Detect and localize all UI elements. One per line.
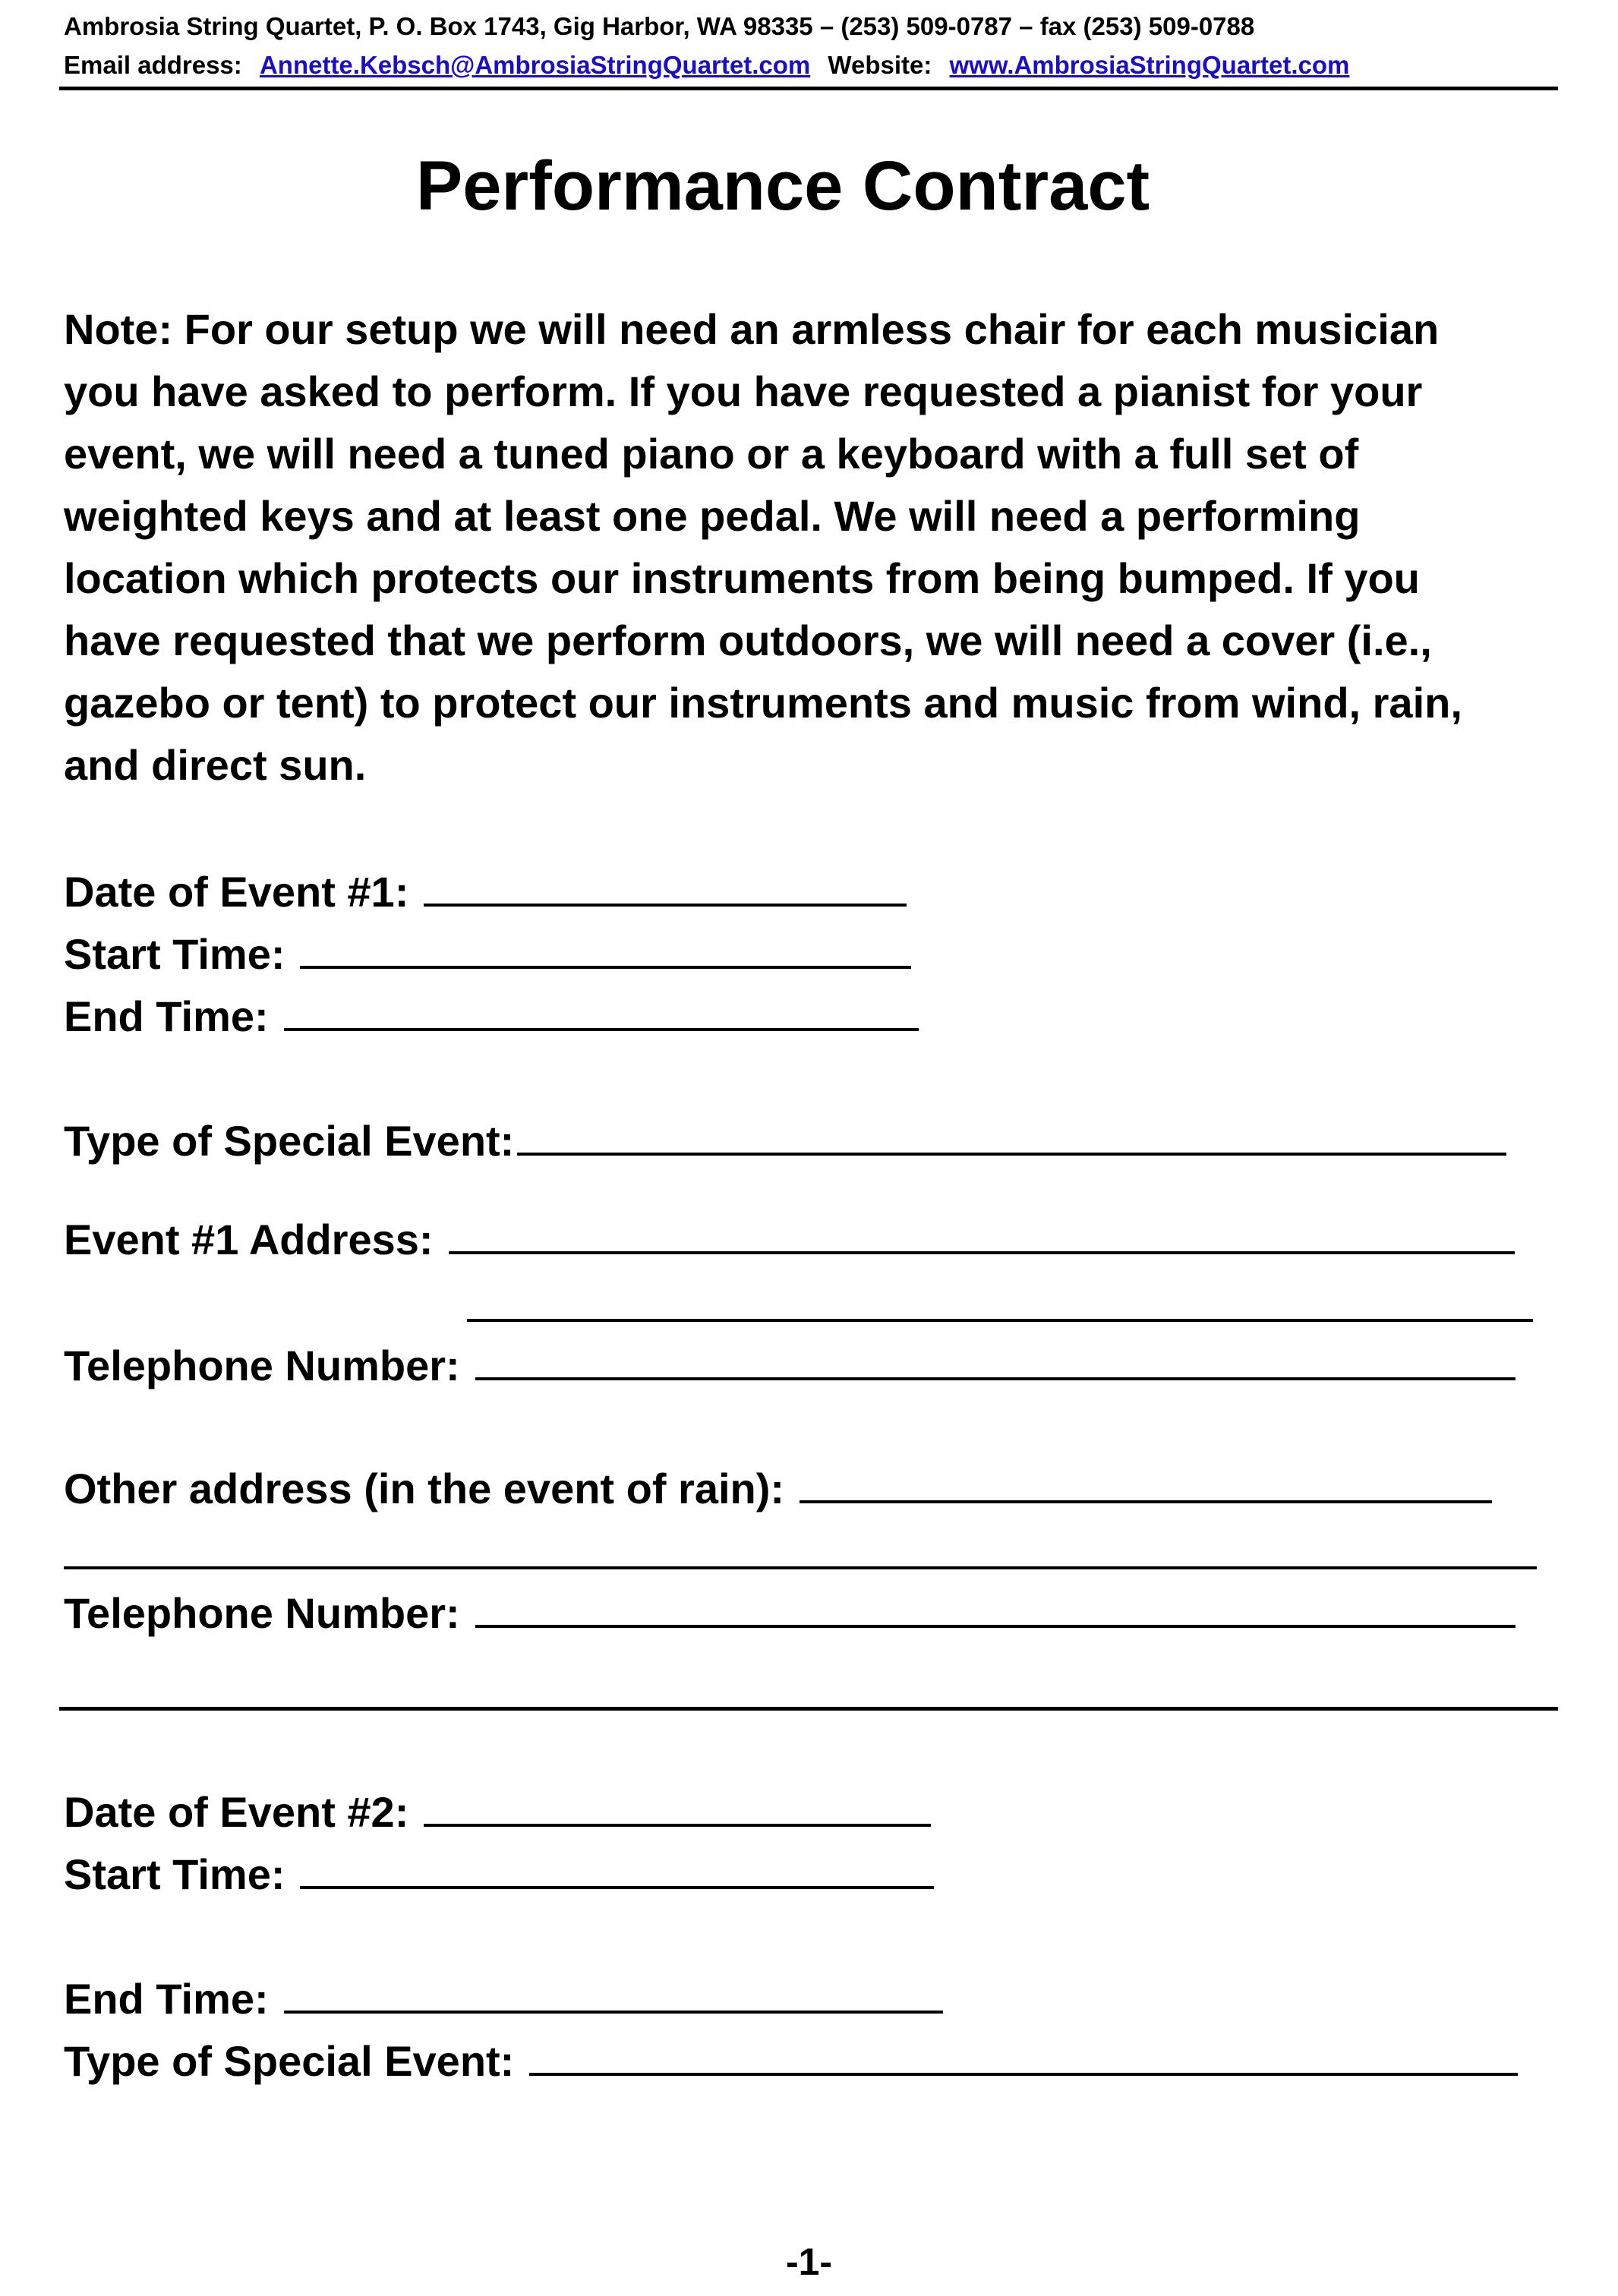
event2-date-label: Date of Event #2: xyxy=(64,1788,409,1836)
setup-note xyxy=(64,298,1575,796)
event2-type-field[interactable] xyxy=(64,2026,1518,2093)
note-line: weighted keys and at least one pedal. We will need a performing xyxy=(64,492,1361,540)
page-number: -1- xyxy=(785,2241,833,2283)
event2-start-label: Start Time: xyxy=(64,1850,285,1898)
section-divider xyxy=(59,1707,1558,1711)
event1-type-field[interactable] xyxy=(64,1105,1506,1172)
event1-rain-phone-label: Telephone Number: xyxy=(64,1589,460,1637)
event1-start-blank[interactable] xyxy=(300,919,911,969)
event1-date-label: Date of Event #1: xyxy=(64,868,409,916)
event1-address-blank[interactable] xyxy=(449,1204,1515,1254)
note-line: you have asked to perform. If you have requested a pianist for your xyxy=(64,367,1423,415)
event1-type-label: Type of Special Event: xyxy=(64,1117,515,1165)
event1-address-label: Event #1 Address: xyxy=(64,1216,434,1263)
event1-rain-phone-field[interactable] xyxy=(64,1578,1515,1645)
note-line: and direct sun. xyxy=(64,741,367,789)
event2-type-label: Type of Special Event: xyxy=(64,2037,515,2085)
event1-rain-phone-blank[interactable] xyxy=(475,1578,1515,1628)
event1-type-blank[interactable] xyxy=(517,1105,1506,1156)
event1-phone-field[interactable] xyxy=(64,1330,1515,1397)
event1-address-field[interactable] xyxy=(64,1204,1515,1271)
event1-rain-address-blank-2[interactable] xyxy=(64,1566,1537,1569)
event2-type-blank[interactable] xyxy=(529,2026,1518,2076)
event2-date-blank[interactable] xyxy=(424,1777,931,1827)
letterhead-address: Ambrosia String Quartet, P. O. Box 1743, Gig Harbor, WA 98335 – (253) 509-0787 – fax (253) 509-0788 xyxy=(64,12,1255,40)
note-line: event, we will need a tuned piano or a keyboard with a full set of xyxy=(64,430,1359,478)
event1-phone-label: Telephone Number: xyxy=(64,1342,460,1389)
website-link[interactable]: www.AmbrosiaStringQuartet.com xyxy=(949,51,1350,79)
event1-date-blank[interactable] xyxy=(424,856,907,907)
event1-end-blank[interactable] xyxy=(284,981,919,1031)
email-label: Email address: xyxy=(64,51,242,79)
letterhead-contact xyxy=(64,46,1349,84)
page-title: Performance Contract xyxy=(415,147,1150,225)
event2-start-field[interactable] xyxy=(64,1839,934,1906)
event1-rain-address-field[interactable] xyxy=(64,1453,1492,1520)
note-line: gazebo or tent) to protect our instruments and music from wind, rain, xyxy=(64,679,1462,727)
event1-phone-blank[interactable] xyxy=(475,1330,1515,1380)
website-label: Website: xyxy=(828,51,932,79)
note-line: have requested that we perform outdoors, we will need a cover (i.e., xyxy=(64,617,1432,664)
event1-rain-address-blank[interactable] xyxy=(800,1453,1492,1503)
note-line: location which protects our instruments from being bumped. If you xyxy=(64,554,1420,602)
email-link[interactable]: Annette.Kebsch@AmbrosiaStringQuartet.com xyxy=(259,51,811,79)
event2-end-field[interactable] xyxy=(64,1963,943,2030)
event1-end-field[interactable] xyxy=(64,981,919,1048)
event1-address-blank-2[interactable] xyxy=(467,1319,1533,1322)
event1-start-label: Start Time: xyxy=(64,930,285,978)
header-rule xyxy=(59,87,1558,90)
note-line: Note: For our setup we will need an armless chair for each musician xyxy=(64,305,1440,353)
event2-date-field[interactable] xyxy=(64,1777,931,1843)
event2-start-blank[interactable] xyxy=(300,1839,934,1889)
event1-rain-address-label: Other address (in the event of rain): xyxy=(64,1465,785,1512)
event1-date-field[interactable] xyxy=(64,856,907,923)
event1-end-label: End Time: xyxy=(64,992,269,1040)
event2-end-blank[interactable] xyxy=(284,1963,943,2014)
event2-end-label: End Time: xyxy=(64,1975,269,2023)
event1-start-field[interactable] xyxy=(64,919,911,986)
